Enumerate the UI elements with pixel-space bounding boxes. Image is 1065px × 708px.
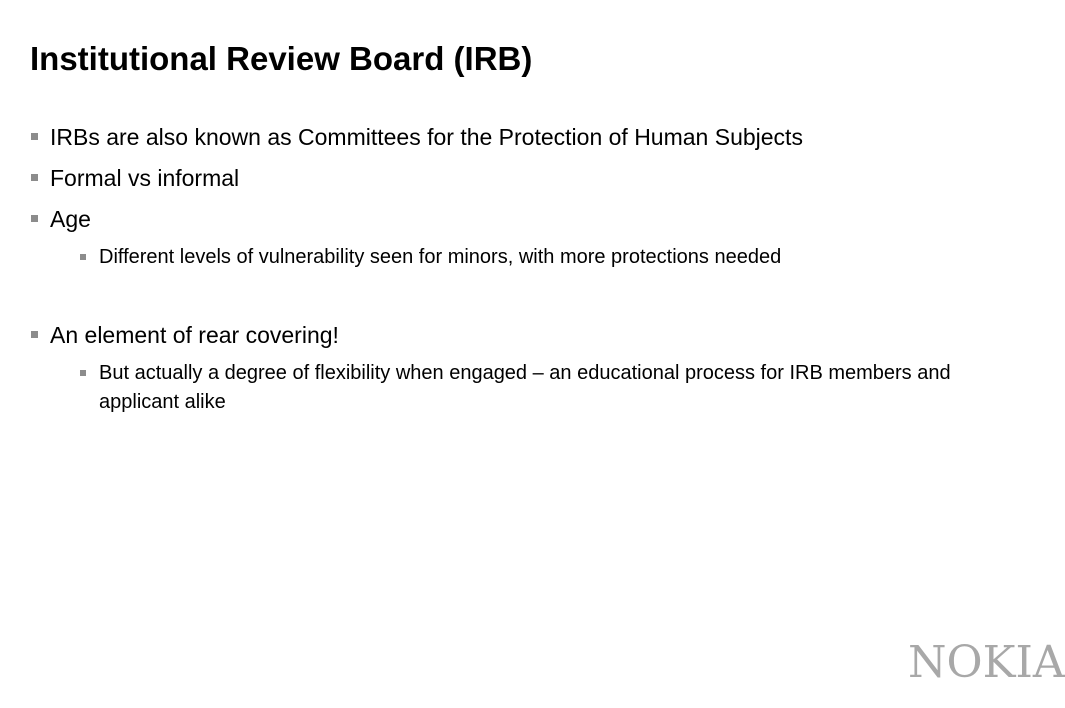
square-bullet-icon <box>31 174 38 181</box>
square-bullet-icon <box>31 215 38 222</box>
sub-bullet-text: But actually a degree of flexibility when engaged – an educational process for IRB members and applicant alike <box>99 362 951 413</box>
bullet-text: Age <box>50 206 91 232</box>
bullet-item-rear-covering <box>0 318 1023 352</box>
bullet-item-formal-vs-informal <box>0 161 1023 195</box>
sub-bullet-text: Different levels of vulnerability seen for minors, with more protections needed <box>99 246 782 268</box>
bullet-text: An element of rear covering! <box>50 322 339 348</box>
nokia-logo: NOKIA <box>908 637 1065 688</box>
square-bullet-icon <box>31 133 38 140</box>
slide-title: Institutional Review Board (IRB) <box>30 40 533 77</box>
square-bullet-icon <box>80 370 86 376</box>
bullet-text: Formal vs informal <box>50 165 240 191</box>
bullet-item-age <box>0 202 1023 236</box>
bullet-text: IRBs are also known as Committees for the Protection of Human Subjects <box>50 124 803 150</box>
sub-bullet-item-flexibility <box>0 359 969 417</box>
sub-bullet-item-minors <box>0 243 969 272</box>
bullet-list <box>0 120 1023 417</box>
square-bullet-icon <box>31 331 38 338</box>
square-bullet-icon <box>80 254 86 260</box>
spacer <box>0 272 1023 318</box>
bullet-item-irbs-known-as <box>0 120 1023 154</box>
